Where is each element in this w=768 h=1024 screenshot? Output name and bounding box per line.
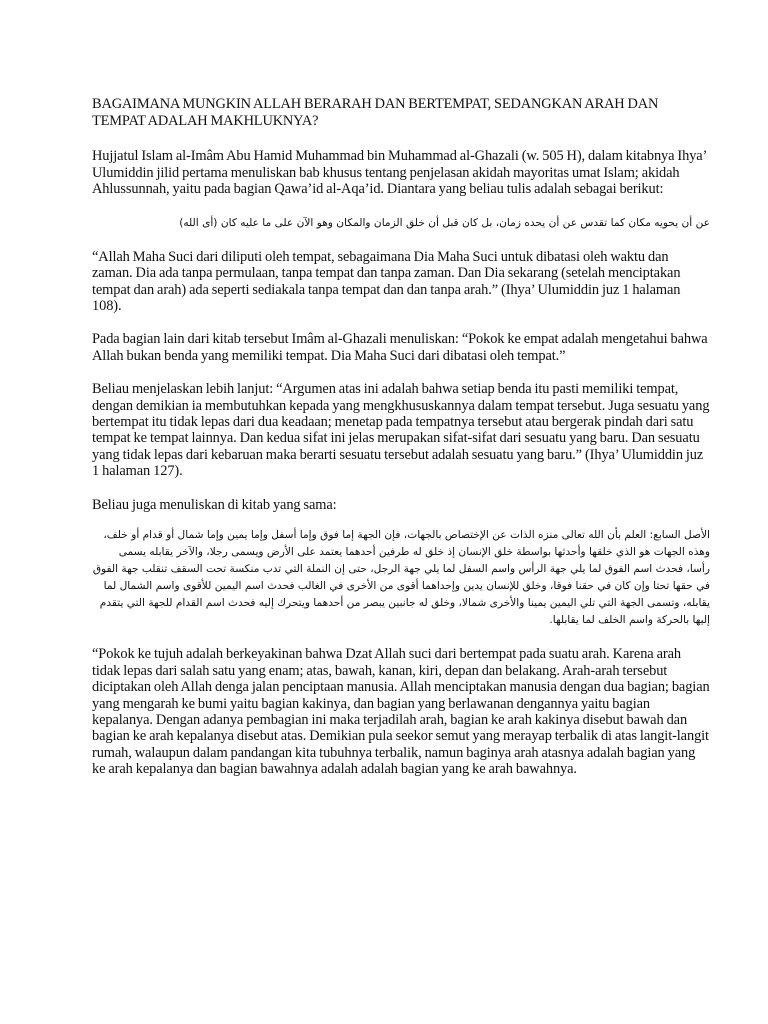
arabic-quote-1: عن أن يحويه مكان كما تقدس عن أن يحده زمان، بل كان قبل أن خلق الزمان والمكان وهو الآن على ما عليه كان (أى الله) bbox=[179, 217, 710, 230]
intro-paragraph: Hujjatul Islam al-Imâm Abu Hamid Muhammad bin Muhammad al-Ghazali (w. 505 H), dalam kitabnya Ihya’ Ulumiddin jilid pertama menuliskan bab khusus tentang penjelasan akidah mayoritas umat Islam; akidah Ahlussunnah, yaitu pada bagian Qawa’id al-Aqa’id. Diantara yang beliau tulis adalah sebagai berikut: bbox=[92, 148, 707, 197]
paragraph-5: “Pokok ke tujuh adalah berkeyakinan bahwa Dzat Allah suci dari bertempat pada suatu arah. Karena arah tidak lepas dari salah satu yang enam; atas, bawah, kanan, kiri, depan dan belakang. Arah-arah tersebut diciptakan oleh Allah denga jalan penciptaan manusia. Allah menciptakan manusia dengan dua bagian; bagian yang mengarah ke bumi yaitu bagian kakinya, dan bagian yang berlawanan dengannya yaitu bagian kepalanya. Dengan adanya pembagian ini maka terjadilah arah, bagian ke arah kakinya disebut bawah dan bagian ke arah kepalanya disebut atas. Demikian pula seekor semut yang merayap terbalik di atas langit-langit rumah, walaupun dalam pandangan kita tubuhnya terbalik, namun baginya arah atasnya adalah bagian yang ke arah kepalanya dan bagian bawahnya adalah adalah bagian yang ke arah bawahnya. bbox=[92, 646, 710, 778]
paragraph-3: Beliau menjelaskan lebih lanjut: “Argumen atas ini adalah bahwa setiap benda itu pasti memiliki tempat, dengan demikian ia membutuhkan kepada yang mengkhususkannya dalam tempat tersebut. Juga sesuatu yang bertempat itu tidak lepas dari dua keadaan; menetap pada tempatnya tersebut atau bergerak pindah dari satu tempat ke tempat lainnya. Dan kedua sifat ini jelas merupakan sifat-sifat dari sesuatu yang baru. Dan sesuatu yang tidak lepas dari kebaruan maka berarti sesuatu tersebut adalah sesuatu yang baru.” (Ihya’ Ulumiddin juz 1 halaman 127). bbox=[92, 381, 710, 480]
document-page bbox=[92, 96, 710, 795]
arabic-quote-2: الأصل السابع: العلم بأن الله تعالى منزه الذات عن الإختصاص بالجهات، فإن الجهة إما فوق وإما أسفل وإما يمين وإما شمال أو قدام أو خلف، وهذه الجهات هو الذي خلقها وأحدثها بواسطة خلق الإنسان إذ خلق له طرفين أحدهما يعتمد على الأرض ويسمى رجلا، والآخر يقابله يسمى رأسا، فحدث اسم الفوق لما يلي جهة الرأس واسم السفل لما يلي جهة الرجل، حتى إن النملة التي تدب منكسة تحت السقف تنقلب جهة الفوق في حقها تحتا وإن كان في حقنا فوقا، وخلق للإنسان يدين وإحداهما أقوى من الأخرى في الغالب فحدث اسم اليمين للأقوى واسم الشمال لما يقابله، وتسمى الجهة التي تلي اليمين يمينا والأخرى شمالا، وخلق له جانبين يبصر من أحدهما ويتحرك إليه فحدث اسم القدام للجهة التي يتقدم إليها بالحركة واسم الخلف لما يقابلها. bbox=[92, 528, 710, 626]
paragraph-4: Beliau juga menuliskan di kitab yang sama: bbox=[92, 496, 337, 513]
paragraph-2: Pada bagian lain dari kitab tersebut Imâm al-Ghazali menuliskan: “Pokok ke empat adalah mengetahui bahwa Allah bukan benda yang memiliki tempat. Dia Maha Suci dari dibatasi oleh tempat.” bbox=[92, 331, 708, 364]
translation-paragraph-1: “Allah Maha Suci dari diliputi oleh tempat, sebagaimana Dia Maha Suci untuk dibatasi oleh waktu dan zaman. Dia ada tanpa permulaan, tanpa tempat dan tanpa zaman. Dan Dia sekarang (setelah menciptakan tempat dan arah) ada seperti sediakala tanpa tempat dan dan tanpa arah.” (Ihya’ Ulumiddin juz 1 halaman 108). bbox=[92, 248, 681, 314]
document-title: BAGAIMANA MUNGKIN ALLAH BERARAH DAN BERTEMPAT, SEDANGKAN ARAH DAN TEMPAT ADALAH MAKHLUKNYA? bbox=[92, 96, 659, 129]
